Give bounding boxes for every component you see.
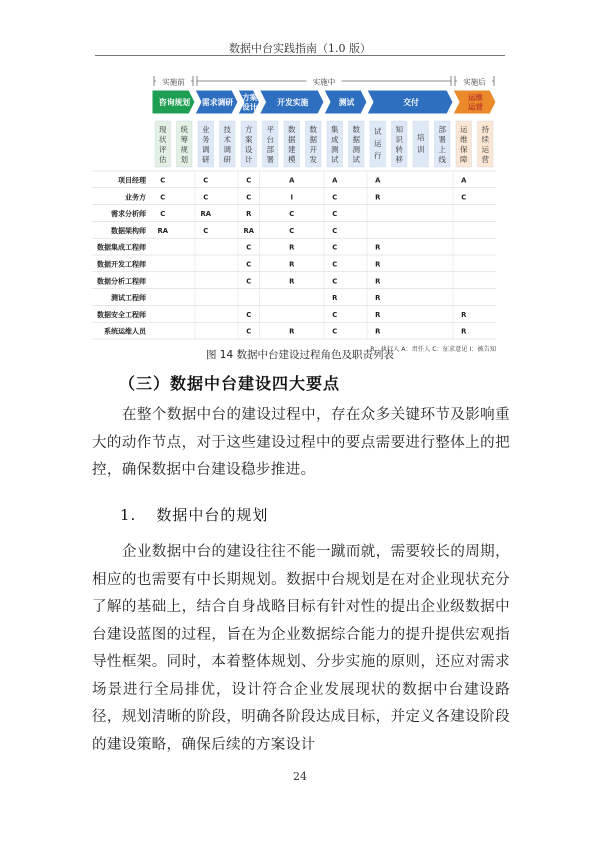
task-label-char: 试 xyxy=(374,127,382,136)
rasci-cell: R xyxy=(246,210,252,219)
rasci-figure xyxy=(92,72,508,353)
role-name: 数据分析工程师 xyxy=(97,277,146,286)
rasci-cell: R xyxy=(375,310,381,319)
task-label-char: 估 xyxy=(159,155,167,164)
task-label-char: 技 xyxy=(223,125,231,134)
role-name: 数据开发工程师 xyxy=(97,260,146,269)
rasci-cell: RA xyxy=(200,210,211,219)
rasci-cell: C xyxy=(160,176,166,185)
task-label-char: 测 xyxy=(352,145,360,154)
task-label-char: 上 xyxy=(438,145,446,154)
task-label-char: 营 xyxy=(481,155,489,164)
rasci-cell: R xyxy=(375,294,381,303)
role-name: 需求分析师 xyxy=(111,210,146,219)
task-label-char: 培 xyxy=(417,133,425,142)
task-label-char: 训 xyxy=(417,145,425,154)
stage-label: 运营 xyxy=(468,102,483,112)
role-name: 业务方 xyxy=(125,193,146,202)
task-label-char: 知 xyxy=(395,125,403,134)
stage-label: 设计 xyxy=(242,102,258,112)
stage-label: 运维 xyxy=(468,93,483,102)
rasci-cell: C xyxy=(246,243,252,252)
figure-caption: 图 14 数据中台建设过程角色及职责列表 xyxy=(205,349,395,361)
rasci-cell: A xyxy=(289,176,295,185)
rasci-cell: C xyxy=(203,176,209,185)
rasci-cell: C xyxy=(332,277,338,286)
task-label-char: 持 xyxy=(481,125,489,134)
task-label-char: 务 xyxy=(202,135,210,144)
rasci-cell: I xyxy=(290,193,294,202)
task-label-char: 数 xyxy=(352,125,360,134)
rasci-cell: R xyxy=(375,327,381,336)
stage-label: 方案 xyxy=(242,93,258,102)
task-label-char: 行 xyxy=(374,151,382,160)
rasci-cell: C xyxy=(203,226,209,235)
rasci-cell: C xyxy=(246,176,252,185)
task-label-char: 平 xyxy=(266,125,274,134)
task-label-char: 案 xyxy=(245,135,253,144)
task-label-char: 方 xyxy=(245,125,253,134)
task-label-char: 模 xyxy=(288,155,296,164)
phase-label: 实施后 xyxy=(463,77,486,87)
rasci-cell: C xyxy=(246,193,252,202)
task-label-char: 数 xyxy=(288,125,296,134)
task-label-char: 研 xyxy=(223,155,231,164)
role-name: 项目经理 xyxy=(118,176,146,185)
stage-label: 需求调研 xyxy=(201,98,234,107)
task-label-char: 识 xyxy=(395,135,403,144)
paragraph-2 xyxy=(92,539,510,759)
task-label-char: 业 xyxy=(202,125,210,134)
task-label-char: 维 xyxy=(460,135,468,144)
rasci-cell: C xyxy=(203,193,209,202)
subsection-heading xyxy=(120,504,268,525)
rasci-cell: R xyxy=(289,260,295,269)
stage-label: 交付 xyxy=(403,98,419,107)
rasci-cell: A xyxy=(461,176,467,185)
rasci-cell: C xyxy=(332,260,338,269)
task-label-char: 运 xyxy=(460,125,468,134)
rasci-cell: C xyxy=(289,210,295,219)
stage-label: 开发实施 xyxy=(277,98,309,107)
header-rule xyxy=(95,55,505,56)
task-label-char: 线 xyxy=(438,155,446,164)
rasci-cell: R xyxy=(289,327,295,336)
task-label-char: 划 xyxy=(180,155,188,164)
task-label-char: 部 xyxy=(266,145,274,154)
rasci-cell: C xyxy=(160,210,166,219)
task-label-char: 统 xyxy=(180,125,188,134)
rasci-legend: R：执行人 A：责任人 C：征求意见 I：被告知 xyxy=(370,346,496,353)
role-name: 系统运维人员 xyxy=(104,327,146,336)
task-label-char: 研 xyxy=(202,155,210,164)
task-label-char: 署 xyxy=(438,135,446,144)
paragraph-1-text: 在整个数据中台的建设过程中，存在众多关键环节及影响重大的动作节点，对于这些建设过程中的要点需要进行整体上的把控，确保数据中台建设稳步推进。 xyxy=(92,407,510,478)
task-label-char: 转 xyxy=(395,145,403,154)
rasci-cell: C xyxy=(160,193,166,202)
page-number: 24 xyxy=(293,770,307,783)
task-label-char: 保 xyxy=(460,145,468,154)
paragraph-1 xyxy=(92,402,510,485)
rasci-cell: R xyxy=(375,277,381,286)
rasci-cell: R xyxy=(461,310,467,319)
rasci-cell: C xyxy=(246,327,252,336)
task-label-char: 计 xyxy=(245,155,253,164)
rasci-cell: C xyxy=(332,193,338,202)
task-label-char: 试 xyxy=(352,155,360,164)
task-label-char: 规 xyxy=(180,145,188,154)
task-label-char: 续 xyxy=(481,135,489,144)
running-header: 数据中台实践指南（1.0 版） xyxy=(229,42,371,55)
task-label-char: 数 xyxy=(309,125,317,134)
role-name: 数据集成工程师 xyxy=(97,243,146,252)
rasci-cell: R xyxy=(289,243,295,252)
task-label-char: 开 xyxy=(309,145,317,154)
role-name: 测试工程师 xyxy=(111,294,146,303)
task-label-char: 评 xyxy=(159,145,167,154)
task-label-char: 成 xyxy=(331,135,339,144)
task-label-char: 筹 xyxy=(180,135,188,144)
task-label-char: 据 xyxy=(352,135,360,144)
rasci-cell: R xyxy=(461,327,467,336)
rasci-cell: C xyxy=(289,226,295,235)
task-label-char: 设 xyxy=(245,145,253,154)
task-label-char: 集 xyxy=(331,125,339,134)
task-label-char: 调 xyxy=(223,145,231,154)
subsection-number: 1. xyxy=(120,506,137,524)
rasci-cell: C xyxy=(246,310,252,319)
rasci-cell: RA xyxy=(243,226,254,235)
task-label-char: 部 xyxy=(438,125,446,134)
rasci-cell: R xyxy=(289,277,295,286)
rasci-cell: C xyxy=(461,193,467,202)
rasci-cell: RA xyxy=(157,226,168,235)
task-label-char: 状 xyxy=(159,135,167,144)
section-title: （三）数据中台建设四大要点 xyxy=(119,374,341,393)
task-label-char: 障 xyxy=(460,155,468,164)
rasci-cell: C xyxy=(246,260,252,269)
task-label-char: 运 xyxy=(481,145,489,154)
task-label-char: 运 xyxy=(374,139,382,148)
rasci-cell: R xyxy=(375,260,381,269)
phase-label: 实施前 xyxy=(162,77,185,87)
rasci-cell: C xyxy=(332,310,338,319)
task-label-char: 据 xyxy=(309,135,317,144)
task-label-char: 发 xyxy=(309,155,317,164)
task-label-char: 测 xyxy=(331,145,339,154)
rasci-cell: R xyxy=(375,193,381,202)
rasci-cell: R xyxy=(375,243,381,252)
stage-label: 测试 xyxy=(338,98,355,107)
rasci-cell: A xyxy=(332,176,338,185)
rasci-cell: C xyxy=(332,210,338,219)
task-label-char: 调 xyxy=(202,145,210,154)
stage-label: 咨询规划 xyxy=(158,98,191,107)
subsection-title: 数据中台的规划 xyxy=(156,506,269,524)
rasci-cell: A xyxy=(375,176,381,185)
role-name: 数据安全工程师 xyxy=(97,310,146,319)
phase-label: 实施中 xyxy=(312,77,336,87)
rasci-cell: C xyxy=(332,226,338,235)
rasci-cell: C xyxy=(332,243,338,252)
rasci-cell: C xyxy=(246,277,252,286)
task-label-char: 试 xyxy=(331,155,339,164)
paragraph-2-text: 企业数据中台的建设往往不能一蹴而就，需要较长的周期，相应的也需要有中长期规划。数据中台规划是在对企业现状充分了解的基础上，结合自身战略目标有针对性的提出企业级数据中台建设蓝图的过程，旨在为企业数据综合能力的提升提供宏观指导性框架。同时，本着整体规划、分步实施的原则，还应对需求场景进行全局排优，设计符合企业发展现状的数据中台建设路径，规划清晰的阶段，明确各阶段达成目标，并定义各建设阶段的建设策略，确保后续的方案设计 xyxy=(92,544,510,753)
task-label-char: 署 xyxy=(266,155,274,164)
task-label-char: 术 xyxy=(223,135,231,144)
task-label-char: 现 xyxy=(159,125,167,134)
rasci-cell: C xyxy=(332,327,338,336)
role-name: 数据架构师 xyxy=(111,226,146,235)
task-label-char: 据 xyxy=(288,135,296,144)
rasci-cell: R xyxy=(332,294,338,303)
task-box xyxy=(413,121,429,167)
task-label-char: 台 xyxy=(266,135,274,144)
task-label-char: 移 xyxy=(395,155,403,164)
task-label-char: 建 xyxy=(288,145,296,154)
